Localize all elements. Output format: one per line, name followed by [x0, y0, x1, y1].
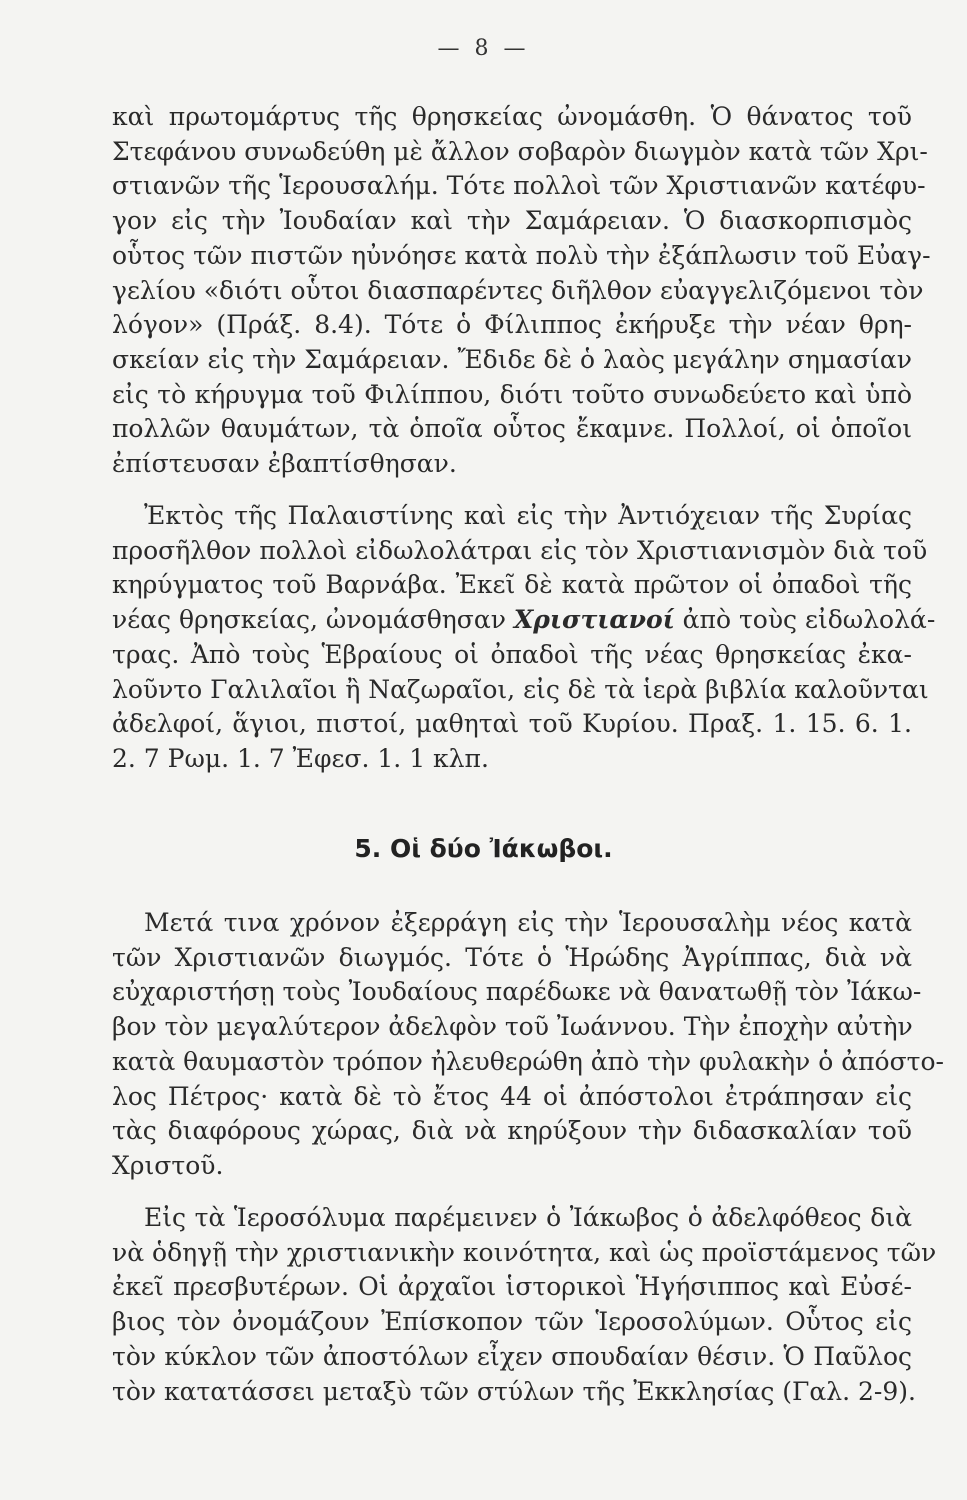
text-line: λος Πέτρος· κατὰ δὲ τὸ ἔτος 44 οἱ ἀπόστολοι ἐτράπησαν εἰς: [112, 1081, 912, 1111]
christians-term: Χριστιανοί: [513, 605, 675, 635]
text-line: τῶν Χριστιανῶν διωγμός. Τότε ὁ Ἡρώδης Ἀγρίππας, διὰ νὰ: [112, 942, 912, 972]
text-line: βιος τὸν ὀνομάζουν Ἐπίσκοπον τῶν Ἱεροσολύμων. Οὗτος εἰς: [112, 1307, 912, 1337]
paragraph-james-brother-of-lord: [112, 1201, 937, 1409]
text-line: εὐχαριστήσῃ τοὺς Ἰουδαίους παρέδωκε νὰ θανατωθῇ τὸν Ἰάκω-: [112, 977, 922, 1007]
text-line: τὸν κύκλον τῶν ἀποστόλων εἶχεν σπουδαίαν θέσιν. Ὁ Παῦλος: [112, 1341, 912, 1371]
text-line: Εἰς τὰ Ἱεροσόλυμα παρέμεινεν ὁ Ἰάκωβος ὁ ἀδελφόθεος διὰ: [144, 1203, 912, 1232]
section-heading: 5. Οἱ δύο Ἰάκωβοι.: [354, 834, 613, 863]
text-line: νὰ ὁδηγῇ τὴν χριστιανικὴν κοινότητα, καὶ ὡς προϊστάμενος τῶν: [112, 1237, 937, 1267]
text-line: κηρύγματος τοῦ Βαρνάβα. Ἐκεῖ δὲ κατὰ πρῶτον οἱ ὀπαδοὶ τῆς: [112, 570, 912, 600]
paragraph-james-persecution: [112, 906, 944, 1184]
text-line: τὰς διαφόρους χώρας, διὰ νὰ κηρύξουν τὴν διδασκαλίαν τοῦ: [112, 1116, 912, 1146]
text-line: ἀδελφοί, ἅγιοι, πιστοί, μαθηταὶ τοῦ Κυρίου. Πραξ. 1. 15. 6. 1.: [112, 709, 912, 739]
text-line: ἐκεῖ πρεσβυτέρων. Οἱ ἀρχαῖοι ἱστορικοὶ Ἡγήσιππος καὶ Εὐσέ-: [112, 1272, 912, 1302]
text-line: ἐπίστευσαν ἐβαπτίσθησαν.: [112, 449, 457, 479]
text-line: βον τὸν μεγαλύτερον ἀδελφὸν τοῦ Ἰωάννου. Τὴν ἐποχὴν αὐτὴν: [112, 1012, 913, 1042]
text-segment: ἀπὸ τοὺς εἰδωλολά-: [674, 605, 936, 635]
text-line: τρας. Ἀπὸ τοὺς Ἑβραίους οἱ ὀπαδοὶ τῆς νέας θρησκείας ἐκα-: [112, 639, 912, 669]
page-number: — 8 —: [437, 36, 530, 61]
text-line: προσῆλθον πολλοὶ εἰδωλολάτραι εἰς τὸν Χριστιανισμὸν διὰ τοῦ: [112, 535, 928, 565]
text-line: λοῦντο Γαλιλαῖοι ἢ Ναζωραῖοι, εἰς δὲ τὰ ἱερὰ βιβλία καλοῦνται: [112, 674, 929, 704]
text-line: Ἐκτὸς τῆς Παλαιστίνης καὶ εἰς τὴν Ἀντιόχειαν τῆς Συρίας: [144, 501, 912, 530]
text-line: γον εἰς τὴν Ἰουδαίαν καὶ τὴν Σαμάρειαν. Ὁ διασκορπισμὸς: [112, 206, 912, 236]
text-line: κατὰ θαυμαστὸν τρόπον ἠλευθερώθη ἀπὸ τὴν φυλακὴν ὁ ἀπόστο-: [112, 1046, 944, 1076]
text-line: 2. 7 Ρωμ. 1. 7 Ἐφεσ. 1. 1 κλπ.: [112, 743, 489, 773]
text-line-with-term: [112, 603, 936, 638]
text-line: Μετά τινα χρόνον ἐξερράγη εἰς τὴν Ἱερουσαλὴμ νέος κατὰ: [144, 908, 912, 937]
text-line: γελίου «διότι οὗτοι διασπαρέντες διῆλθον εὐαγγελιζόμενοι τὸν: [112, 275, 924, 305]
text-line: οὗτος τῶν πιστῶν ηὐνόησε κατὰ πολὺ τὴν ἐξάπλωσιν τοῦ Εὐαγ-: [112, 240, 931, 270]
text-line: εἰς τὸ κήρυγμα τοῦ Φιλίππου, διότι τοῦτο συνωδεύετο καὶ ὑπὸ: [112, 379, 912, 409]
text-line: πολλῶν θαυμάτων, τὰ ὁποῖα οὗτος ἔκαμνε. Πολλοί, οἱ ὁποῖοι: [112, 414, 912, 444]
text-segment: νέας θρησκείας, ὠνομάσθησαν: [112, 605, 514, 635]
text-line: λόγον» (Πράξ. 8.4). Τότε ὁ Φίλιππος ἐκήρυξε τὴν νέαν θρη-: [112, 310, 912, 340]
text-line: Στεφάνου συνωδεύθη μὲ ἄλλον σοβαρὸν διωγμὸν κατὰ τῶν Χρι-: [112, 136, 928, 166]
text-line: Χριστοῦ.: [112, 1150, 224, 1180]
text-line: τὸν κατατάσσει μεταξὺ τῶν στύλων τῆς Ἐκκλησίας (Γαλ. 2-9).: [112, 1376, 916, 1406]
paragraph-stephen-persecution: [112, 100, 931, 482]
paragraph-antioch: [112, 499, 936, 777]
text-line: σκείαν εἰς τὴν Σαμάρειαν. Ἔδιδε δὲ ὁ λαὸς μεγάλην σημασίαν: [112, 344, 912, 374]
text-line: καὶ πρωτομάρτυς τῆς θρησκείας ὠνομάσθη. Ὁ θάνατος τοῦ: [112, 102, 912, 131]
text-line: στιανῶν τῆς Ἱερουσαλήμ. Τότε πολλοὶ τῶν Χριστιανῶν κατέφυ-: [112, 171, 926, 201]
